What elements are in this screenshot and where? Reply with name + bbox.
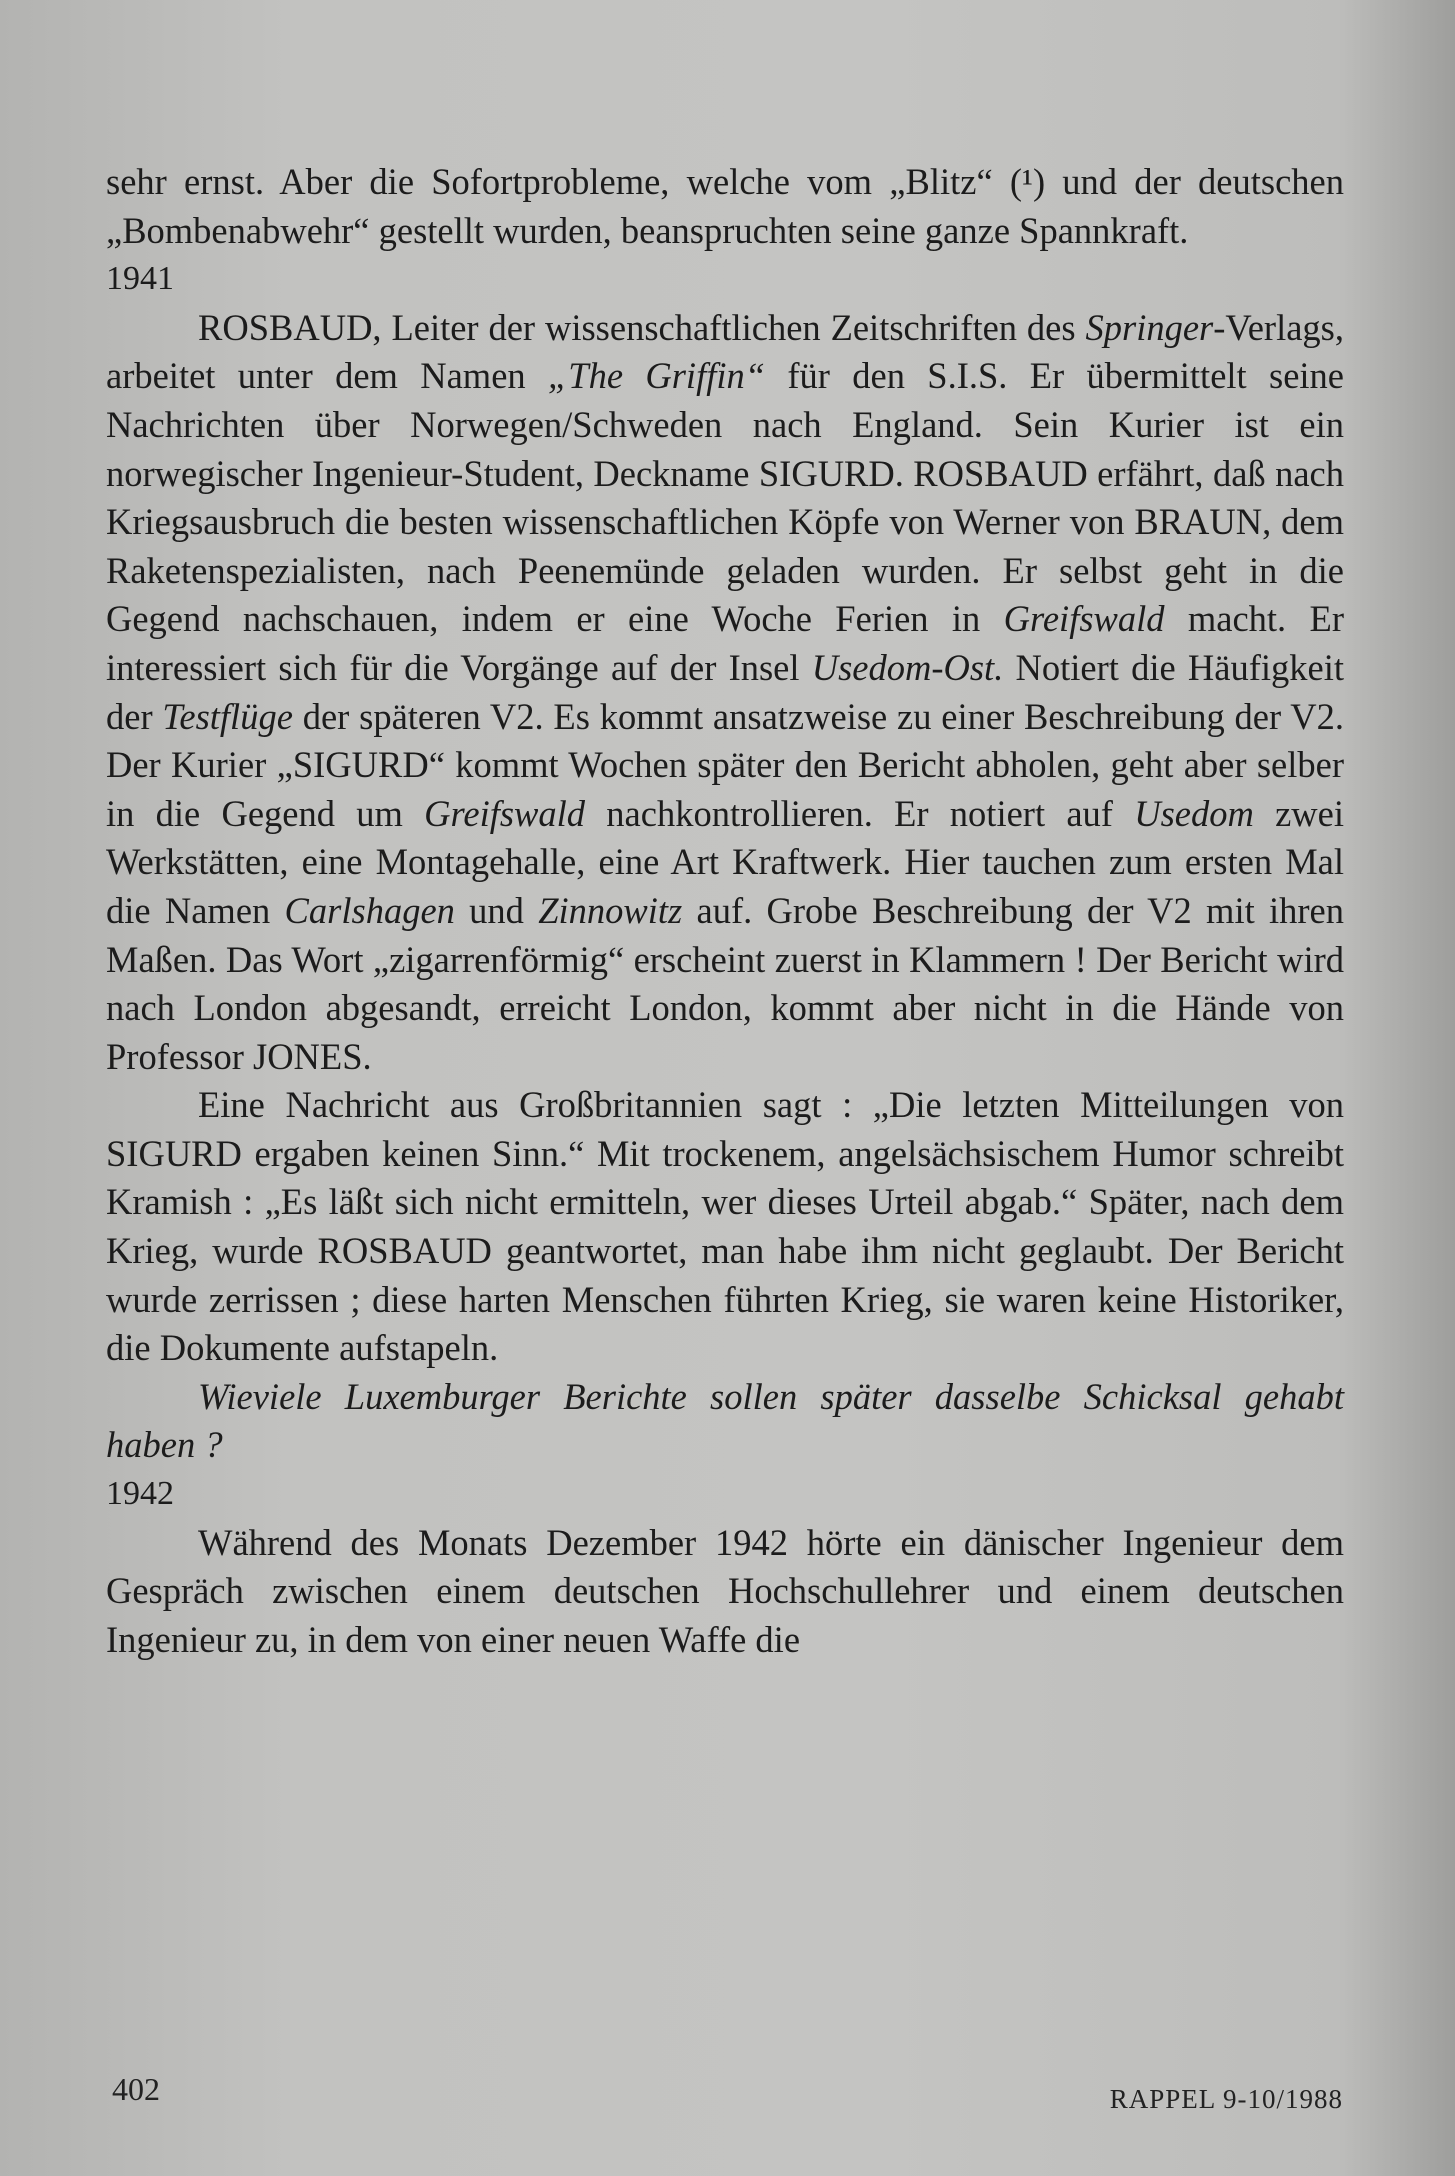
journal-footer: RAPPEL 9-10/1988	[1109, 2084, 1343, 2114]
december-paragraph: Während des Monats Dezember 1942 hörte ein dänischer Ingenieur dem Gespräch zwischen einem deutschen Hochschullehrer und einem deutschen Ingenieur zu, in dem von einer neuen Waffe die	[106, 1521, 1344, 1660]
page-body	[106, 158, 1344, 1664]
great-britain-paragraph: Eine Nachricht aus Großbritannien sagt : „Die letzten Mitteilungen von SIGURD ergaben keinen Sinn.“ Mit trockenem, angelsächsischem Humor schreibt Kramish : „Es läßt sich nicht ermitteln, wer dieses Urteil abgab.“ Später, nach dem Krieg, wurde ROSBAUD geantwortet, man habe ihm nicht geglaubt. Der Bericht wurde zerrissen ; diese harten Menschen führten Krieg, sie waren keine Historiker, die Dokumente aufstapeln.	[106, 1084, 1344, 1369]
intro-paragraph: sehr ernst. Aber die Sofortprobleme, welche vom „Blitz“ (¹) und der deutschen „Bombenabwehr“ gestellt wurden, beanspruchten seine ganze Spannkraft.	[106, 161, 1344, 251]
year-heading-1941: 1941	[106, 260, 174, 298]
page-number: 402	[112, 2071, 160, 2107]
luxembourg-question: Wieviele Luxemburger Berichte sollen später dasselbe Schicksal gehabt haben ?	[106, 1375, 1344, 1466]
rosbaud-paragraph: ROSBAUD, Leiter der wissenschaftlichen Zeitschriften des Springer-Verlags, arbeitet unter dem Namen „The Griffin“ für den S.I.S. Er übermittelt seine Nachrichten über Norwegen/Schweden nach England. Sein Kurier ist ein norwegischer Ingenieur-Student, Deckname SIGURD. ROSBAUD erfährt, daß nach Kriegsausbruch die besten wissenschaftlichen Köpfe von Werner von BRAUN, dem Raketenspezialisten, nach Peenemünde geladen wurden. Er selbst geht in die Gegend nachschauen, indem er eine Woche Ferien in Greifswald macht. Er interessiert sich für die Vorgänge auf der Insel Usedom-Ost. Notiert die Häufigkeit der Testflüge der späteren V2. Es kommt ansatzweise zu einer Beschreibung der V2. Der Kurier „SIGURD“ kommt Wochen später den Bericht abholen, geht aber selber in die Gegend um Greifswald nachkontrollieren. Er notiert auf Usedom zwei Werkstätten, eine Montagehalle, eine Art Kraftwerk. Hier tauchen zum ersten Mal die Namen Carlshagen und Zinnowitz auf. Grobe Beschreibung der V2 mit ihren Maßen. Das Wort „zigarrenförmig“ erscheint zuerst in Klammern ! Der Bericht wird nach London abgesandt, erreicht London, kommt aber nicht in die Hände von Professor JONES.	[106, 306, 1345, 1077]
year-heading-1942: 1942	[106, 1475, 174, 1513]
